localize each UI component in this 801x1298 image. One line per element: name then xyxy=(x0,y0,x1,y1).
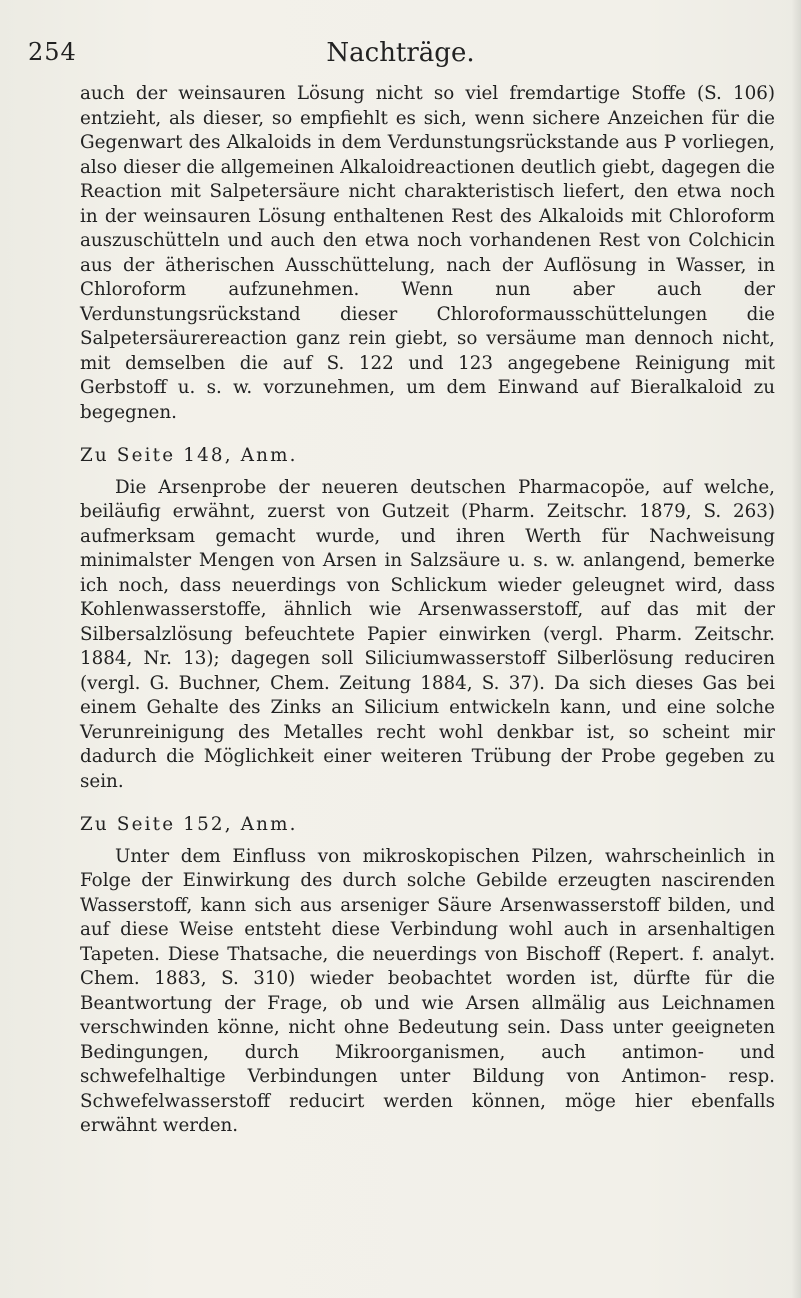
page-content xyxy=(80,82,775,1139)
section-heading-152 xyxy=(80,813,775,838)
section-paragraph-152: Unter dem Einfluss von mikroskopischen Pilzen, wahrscheinlich in Folge der Einwirkung des durch solche Gebilde erzeugten nascirenden Wasserstoff, kann sich aus arseniger Säure Arsenwasserstoff bilden, und auf diese Weise entsteht diese Verbindung wohl auch in arsenhaltigen Tapeten. Diese Thatsache, die neuerdings von Bischoff (Repert. f. analyt. Chem. 1883, S. 310) wieder beobachtet worden ist, dürfte für die Beantwortung der Frage, ob und wie Arsen allmälig aus Leichnamen verschwinden könne, nicht ohne Bedeutung sein. Dass unter geeigneten Bedingungen, durch Mikroorganismen, auch antimon- und schwefelhaltige Verbindungen unter Bildung von Antimon- resp. Schwefelwasserstoff reducirt werden können, möge hier ebenfalls erwähnt werden. xyxy=(80,845,775,1136)
running-head: Nachträge. xyxy=(326,38,475,68)
page-edge-shadow xyxy=(791,0,801,1298)
page-header xyxy=(28,38,773,78)
section-heading-text: Zu Seite 148, Anm. xyxy=(80,445,298,466)
page-number: 254 xyxy=(28,38,77,66)
section-heading-text: Zu Seite 152, Anm. xyxy=(80,814,298,835)
section-heading-148 xyxy=(80,444,775,469)
continued-paragraph: auch der weinsauren Lösung nicht so viel fremdartige Stoffe (S. 106) entzieht, als dieser, so empfiehlt es sich, wenn sichere Anzeichen für die Gegenwart des Alkaloids in dem Verdunstungsrückstande aus P vorliegen, also dieser die allgemeinen Alkaloidreactionen deutlich giebt, dagegen die Reaction mit Salpetersäure nicht charakteristisch liefert, den etwa noch in der weinsauren Lösung enthaltenen Rest des Alkaloids mit Chloroform auszuschütteln und auch den etwa noch vorhandenen Rest von Colchicin aus der ätherischen Ausschüttelung, nach der Auflösung in Wasser, in Chloroform aufzunehmen. Wenn nun aber auch der Verdunstungsrückstand dieser Chloroformausschüttelungen die Salpetersäurereaction ganz rein giebt, so versäume man dennoch nicht, mit demselben die auf S. 122 und 123 angegebene Reinigung mit Gerbstoff u. s. w. vorzunehmen, um dem Einwand auf Bieralkaloid zu begegnen. xyxy=(80,83,775,423)
section-paragraph-148: Die Arsenprobe der neueren deutschen Pharmacopöe, auf welche, beiläufig erwähnt, zuerst von Gutzeit (Pharm. Zeitschr. 1879, S. 263) aufmerksam gemacht wurde, und ihren Werth für Nachweisung minimalster Mengen von Arsen in Salzsäure u. s. w. anlangend, bemerke ich noch, dass neuerdings von Schlickum wieder geleugnet wird, dass Kohlenwasserstoffe, ähnlich wie Arsenwasserstoff, auf das mit der Silbersalzlösung befeuchtete Papier einwirken (vergl. Pharm. Zeitschr. 1884, Nr. 13); dagegen soll Siliciumwasserstoff Silberlösung reduciren (vergl. G. Buchner, Chem. Zeitung 1884, S. 37). Da sich dieses Gas bei einem Gehalte des Zinks an Silicium entwickeln kann, und eine solche Verunreinigung des Metalles recht wohl denkbar ist, so scheint mir dadurch die Möglichkeit einer weiteren Trübung der Probe gegeben zu sein. xyxy=(80,476,775,792)
